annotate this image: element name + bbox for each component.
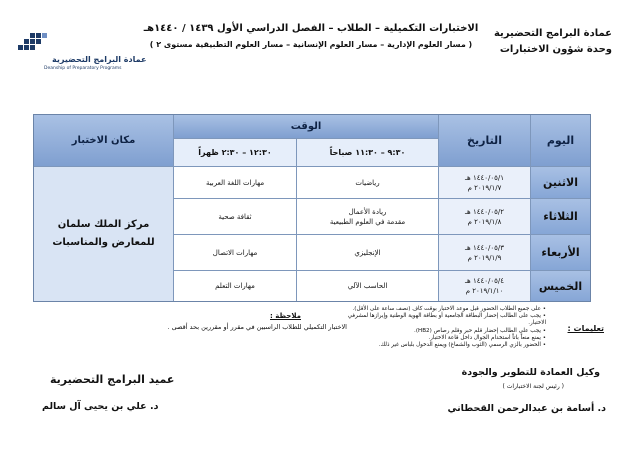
deanship-name: عمادة البرامج التحضيرية xyxy=(493,28,612,39)
page-title: الاختبارات التكميلية – الطلاب – الفصل الدراسي الأول ١٤٣٩ / ١٤٤٠هـ xyxy=(143,23,479,34)
col-header-day: اليوم xyxy=(530,115,590,167)
subject-name: الحاسب الآلي xyxy=(347,282,388,290)
subject-slot-2 xyxy=(173,271,296,301)
instruction-item: • على جميع الطلاب الحضور قبل موعد الاختبار بوقت كاف (نصف ساعة على الأقل). xyxy=(352,306,546,312)
subject-name: مهارات اللغة العربية xyxy=(205,178,265,187)
exam-place: مركز الملك سلمان للمعارض والمناسبات xyxy=(34,167,173,301)
signature-right-name: د. أسامة بن عبدالرحمن القحطاني xyxy=(447,403,606,414)
subject-name: ثقافة صحية xyxy=(218,212,252,221)
note-text: الاختبار التكميلي للطلاب الراسبين في مقرر أو مقررين بحد أقصى . xyxy=(167,323,347,331)
note-title: ملاحظة : xyxy=(270,312,301,320)
date-hijri: ١٤٤٠/٠٥/٤ هـ xyxy=(465,277,505,285)
row-day: الخميس xyxy=(530,271,590,301)
col-header-place: مكان الاختبار xyxy=(34,115,173,167)
date-hijri: ١٤٤٠/٠٥/٣ هـ xyxy=(465,243,505,252)
schedule-table xyxy=(33,114,591,302)
header-institution xyxy=(494,26,612,58)
row-date xyxy=(438,199,530,235)
subject-name: الإنجليزي xyxy=(354,248,381,257)
subject-slot-2 xyxy=(173,199,296,235)
subject-name: مقدمة في العلوم الطبيعية xyxy=(329,217,406,226)
date-hijri: ١٤٤٠/٠٥/١ هـ xyxy=(465,173,505,182)
instructions-list xyxy=(346,306,546,349)
date-gregorian: ٢٠١٩/١/١٠ م xyxy=(465,287,504,295)
row-date xyxy=(438,235,530,271)
subject-name: ريادة الأعمال xyxy=(348,207,387,216)
unit-name: وحدة شؤون الاختبارات xyxy=(499,44,612,55)
row-day: الثلاثاء xyxy=(530,199,590,235)
subject-name: رياضيات xyxy=(355,178,380,187)
signature-left-name: د. علي بن يحيى آل سالم xyxy=(42,401,159,412)
date-gregorian: ٢٠١٩/١/٧ م xyxy=(467,183,502,192)
time-slot-1: ٩:٣٠ – ١١:٣٠ صباحاً xyxy=(296,139,438,167)
signature-left-title: عميد البرامج التحضيرية xyxy=(50,373,175,386)
header-title-block xyxy=(140,23,482,49)
subject-slot-1 xyxy=(296,235,438,271)
signature-right-role: ( رئيس لجنة الاختبارات ) xyxy=(502,383,564,390)
row-date xyxy=(438,271,530,301)
time-slot-2: ١٢:٣٠ – ٢:٣٠ ظهراً xyxy=(173,139,296,167)
subject-slot-2 xyxy=(173,167,296,199)
subject-slot-2 xyxy=(173,235,296,271)
date-hijri: ١٤٤٠/٠٥/٢ هـ xyxy=(465,207,505,216)
page-subtitle: ( مسار العلوم الإدارية – مسار العلوم الإنسانية – مسار العلوم التطبيقية مستوى ٢ ) xyxy=(149,40,473,49)
row-date xyxy=(438,167,530,199)
signature-right-title: وكيل العمادة للتطوير والجودة xyxy=(461,367,600,378)
row-day: الأربعاء xyxy=(530,235,590,271)
date-gregorian: ٢٠١٩/١/٩ م xyxy=(467,253,502,262)
subject-name: مهارات الاتصال xyxy=(212,248,258,257)
logo-mark-icon xyxy=(10,30,50,56)
logo-text-ar: عمادة البرامج التحضيرية xyxy=(52,55,147,64)
instruction-item: • يمنع منعاً باتاً استخدام الجوال داخل قاعة الاختبار. xyxy=(428,334,546,341)
col-header-time: الوقت xyxy=(173,115,438,139)
instruction-item: • يجب على الطالب إحضار البطاقة الجامعية أو بطاقة الهوية الوطنية وإبرازها لمشرفي الاختبار. xyxy=(347,313,546,327)
col-header-date: التاريخ xyxy=(438,115,530,167)
instructions-title: تعليمات : xyxy=(567,324,604,333)
subject-slot-1 xyxy=(296,271,438,301)
date-gregorian: ٢٠١٩/١/٨ م xyxy=(467,217,502,226)
logo-text-en: Deanship of Preparatory Programs xyxy=(44,66,122,71)
subject-name: مهارات التعلم xyxy=(215,282,255,290)
instruction-item: • الحضور بالزي الرسمي (الثوب والشماغ) ويمنع الدخول بلباس غير ذلك. xyxy=(378,342,546,349)
row-day: الاثنين xyxy=(530,167,590,199)
subject-slot-1 xyxy=(296,167,438,199)
instruction-item: • يجب على الطالب إحضار قلم حبر وقلم رصاص (HB2). xyxy=(414,327,546,334)
subject-slot-1 xyxy=(296,199,438,235)
